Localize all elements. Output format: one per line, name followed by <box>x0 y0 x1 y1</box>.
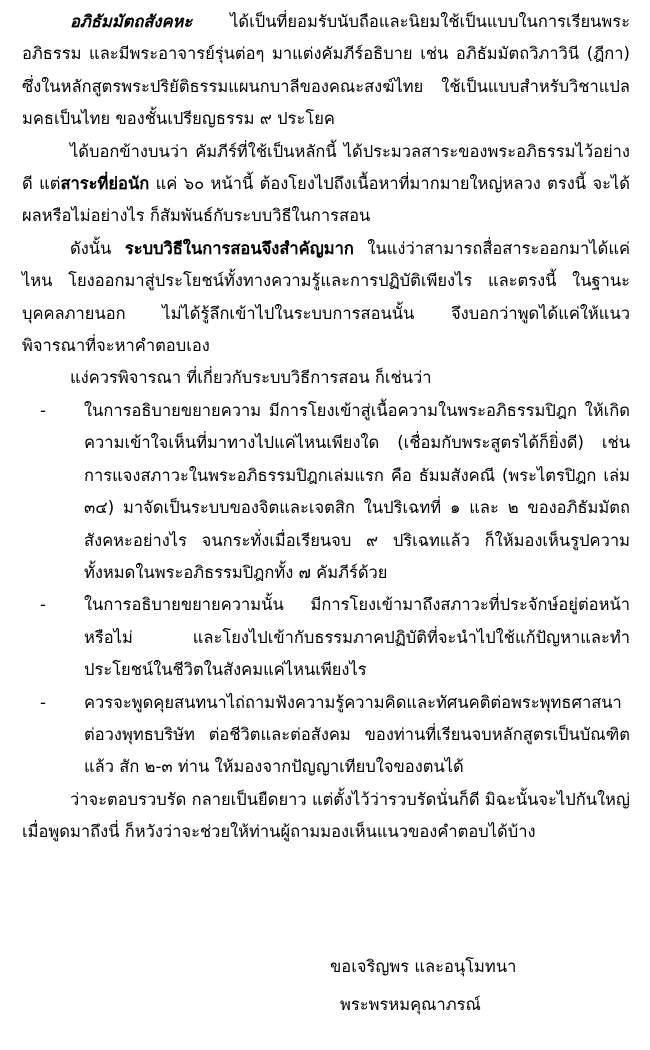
paragraph-teaching-method-text-b: ในแง่ว่าสามารถสื่อสาระออกมาได้แค่ไหน โยงออกมาสู่ประโยชน์ทั้งทางความรู้และการปฏิบัติเพียงไร และตรงนี้ ในฐานะบุคคลภายนอก ไม่ได้รู้ลึกเข้าไปในระบบการสอนนั้น จึงบอกว่าพูดได้แค่ให้แนวพิจารณาที่จะหาคำตอบเอง <box>22 238 630 356</box>
paragraph-content-summary <box>22 136 630 233</box>
paragraph-content-summary-text-a: ได้บอกข้างบนว่า คัมภีร์ที่ใช้เป็นหลักนี้ ได้ประมวลสาระของพระอภิธรรมไว้อย่างดี แต่ <box>22 141 630 194</box>
list-item <box>22 589 630 686</box>
list-item-text: ในการอธิบายขยายความ มีการโยงเข้าสู่เนื้อความในพระอภิธรรมปิฎก ให้เกิดความเข้าใจเห็นที่มาทางไปแค่ไหนเพียงใด (เชื่อมกับพระสูตรได้ก็ยิ่งดี) เช่น การแจงสภาวะในพระอภิธรรมปิฎกเล่มแรก คือ ธัมมสังคณี (พระไตรปิฎก เล่ม ๓๔) มาจัดเป็นระบบของจิตและเจตสิก ในปริเฉทที่ ๑ และ ๒ ของอภิธัมมัตถสังคหะอย่างไร จนกระทั่งเมื่อเรียนจบ ๙ ปริเฉทแล้ว ก็ให้มองเห็นรูปความทั้งหมดในพระอภิธรรมปิฎกทั้ง ๗ คัมภีร์ด้วย <box>84 400 630 582</box>
paragraph-intro <box>22 6 630 136</box>
list-item-text: ในการอธิบายขยายความนั้น มีการโยงเข้ามาถึงสภาวะที่ประจักษ์อยู่ต่อหน้าหรือไม่ และโยงไปเข้ากับธรรมภาคปฏิบัติที่จะนำไปใช้แก้ปัญหาและทำประโยชน์ในชีวิตในสังคมแค่ไหนเพียงไร <box>84 595 630 680</box>
paragraph-closing: ว่าจะตอบรวบรัด กลายเป็นยืดยาว แต่ตั้งไว้ว่ารวบรัดนั่นก็ดี มิฉะนั้นจะไปกันใหญ่ เมื่อพูดมาถึงนี่ ก็หวังว่าจะช่วยให้ท่านผู้ถามมองเห็นแนวของคำตอบได้บ้าง <box>22 789 630 842</box>
considerations-list <box>22 395 630 784</box>
paragraph-content-summary-text-b: แค่ ๖๐ หน้านี้ ต้องโยงไปถึงเนื้อหาที่มากมายใหญ่หลวง ตรงนี้ จะได้ผลหรือไม่อย่างไร ก็สัมพันธ์กับระบบวิธีในการสอน <box>22 174 630 226</box>
author-name: พระพรหมคุณาภรณ์ <box>340 995 481 1014</box>
list-item-text: ควรจะพูดคุยสนทนาไถ่ถามฟังความรู้ความคิดและทัศนคติต่อพระพุทธศาสนา ต่อวงพุทธบริษัท ต่อชีวิตและต่อสังคม ของท่านที่เรียนจบหลักสูตรเป็นบัณฑิตแล้ว สัก ๒-๓ ท่าน ให้มองจากปัญญาเทียบใจของตนได้ <box>84 692 630 777</box>
signature-block <box>330 948 516 1024</box>
book-title-emphasis: อภิธัมมัตถสังคหะ <box>70 12 193 31</box>
bullet-dash: - <box>40 692 46 712</box>
paragraph-teaching-method-text-a: ดังนั้น <box>70 238 125 258</box>
teaching-method-emphasis: ระบบวิธีในการสอนจึงสำคัญมาก <box>124 238 354 258</box>
concise-essence-emphasis: สาระที่ย่อนัก <box>60 174 150 194</box>
bullet-dash: - <box>40 595 46 615</box>
list-item <box>22 687 630 784</box>
bullet-dash: - <box>40 400 46 420</box>
paragraph-intro-text: ได้เป็นที่ยอมรับนับถือและนิยมใช้เป็นแบบในการเรียนพระอภิธรรม และมีพระอาจารย์รุ่นต่อๆ มาแต่งคัมภีร์อธิบาย เช่น อภิธัมมัตถวิภาวินี (ฎีกา) ซึ่งในหลักสูตรพระปริยัติธรรมแผนกบาลีของคณะสงฆ์ไทย ใช้เป็นแบบสำหรับวิชาแปลมคธเป็นไทย ของชั้นเปรียญธรรม ๙ ประโยค <box>22 12 630 129</box>
blessing-line: ขอเจริญพร และอนุโมทนา <box>330 957 517 976</box>
list-item <box>22 395 630 589</box>
document-body <box>22 6 630 849</box>
paragraph-considerations-lead: แง่ควรพิจารณา ที่เกี่ยวกับระบบวิธีการสอน ก็เช่นว่า <box>70 368 432 388</box>
paragraph-teaching-method <box>22 233 630 363</box>
